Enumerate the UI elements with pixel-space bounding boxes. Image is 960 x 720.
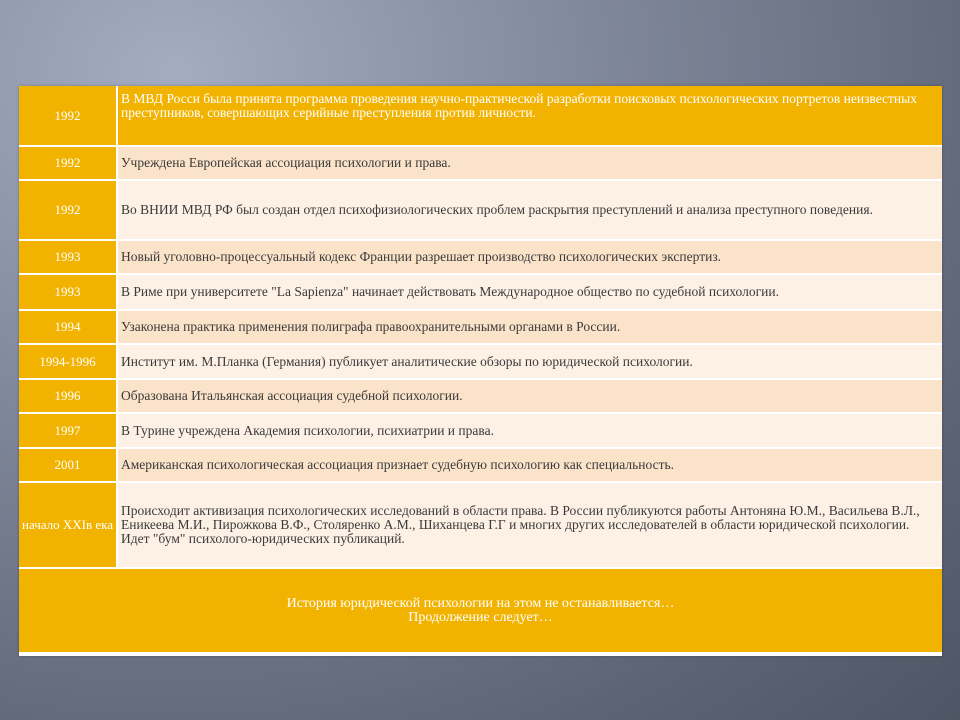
event-cell: В МВД Росси была принята программа проведения научно-практической разработки поисковых психологических портретов неизвестных преступников, совершающих серийные преступления против личности. [118,86,942,147]
footer-row [19,569,942,652]
event-cell: Учреждена Европейская ассоциация психологии и права. [118,147,942,181]
event-cell: Образована Итальянская ассоциация судебной психологии. [118,380,942,414]
year-cell: 2001 [19,449,118,483]
year-cell: 1994-1996 [19,345,118,380]
year-cell: 1992 [19,147,118,181]
event-cell: В Риме при университете "La Sapienza" начинает действовать Международное общество по судебной психологии. [118,275,942,311]
table-row [19,241,942,275]
event-cell: Американская психологическая ассоциация признает судебную психологию как специальность. [118,449,942,483]
table-row [19,483,942,569]
year-cell: 1992 [19,86,118,147]
year-cell: 1994 [19,311,118,345]
event-cell: Новый уголовно-процессуальный кодекс Франции разрешает производство психологических экспертиз. [118,241,942,275]
table-row [19,345,942,380]
year-cell: 1992 [19,181,118,241]
table-row [19,380,942,414]
table-row [19,311,942,345]
table-row [19,275,942,311]
event-cell: Происходит активизация психологических исследований в области права. В России публикуются работы Антоняна Ю.М., Васильева В.Л., Еникеева М.И., Пирожкова В.Ф., Столяренко А.М., Шиханцева Г.Г и многих других исследователей в области юридической психологии. Идет "бум" психолого-юридических публикаций. [118,483,942,569]
footer-line-1: История юридической психологии на этом не останавливается… [286,595,675,611]
timeline-table [19,86,942,656]
event-cell: Во ВНИИ МВД РФ был создан отдел психофизиологических проблем раскрытия преступлений и анализа преступного поведения. [118,181,942,241]
year-cell: 1993 [19,275,118,311]
footer-line-2: Продолжение следует… [408,609,553,625]
table-row [19,449,942,483]
table-row [19,86,942,147]
table-row [19,181,942,241]
event-cell: Институт им. М.Планка (Германия) публикует аналитические обзоры по юридической психологии. [118,345,942,380]
year-cell: 1993 [19,241,118,275]
year-cell: 1996 [19,380,118,414]
table-row [19,147,942,181]
year-cell: начало XXIв ека [19,483,118,569]
event-cell: Узаконена практика применения полиграфа правоохранительными органами в России. [118,311,942,345]
footer-cell [19,569,942,652]
year-cell: 1997 [19,414,118,449]
event-cell: В Турине учреждена Академия психологии, психиатрии и права. [118,414,942,449]
table-row [19,414,942,449]
